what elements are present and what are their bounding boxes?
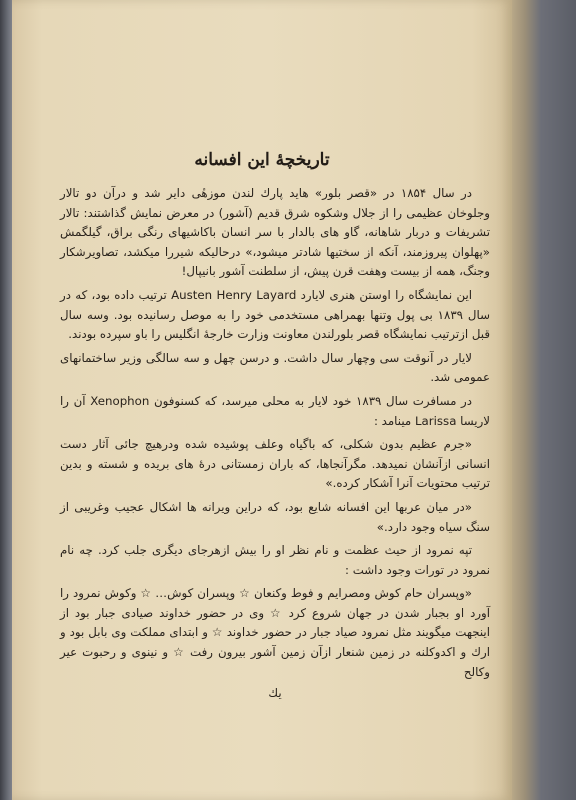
paragraph-8: «وپسران حام کوش ومصرایم و فوط وکنعان ☆ وپسران کوش… ☆ وکوش نمرود را آورد او بجبار شدن در جهان شروع کرد ☆ وی در حضور خداوند صیادی جبار بود از اینجهت میگویند مثل نمرود صیاد جبار در حضور خداوند ☆ و ابتدای مملکت وی بابل بود و ارك و اكدوكلنه در زمین شنعار ازآن زمین آشور بیرون رفت ☆ و نینوی و رحبوت عیر وکالح bbox=[60, 586, 490, 679]
chapter-title: تاریخچهٔ این افسانه bbox=[194, 150, 330, 170]
page-edge bbox=[512, 0, 576, 800]
paragraph-7: تپه نمرود از حیث عظمت و نام نظر او را بیش ازهرجای دیگری جلب کرد. چه نام نمرود در تورات وجود داشت : bbox=[60, 543, 490, 577]
paragraph-4: در مسافرت سال ۱۸۳۹ خود لایار به محلی میرسد، که کسنوفون Xenophon آن را لاریسا Larissa مینامد : bbox=[60, 393, 490, 428]
paragraph-1: در سال ۱۸۵۴ در «قصر بلور» هاید پارك لندن موزهٔی دایر شد و درآن دو تالار وجلوخان عظیمی را از جلال وشکوه شرق قدیم (آشور) در معرض نمایش گذاشتند: تالار تشریفات و دربار شاهانه، گاو های بالدار با سر انسان باکاشیهای رنگی براق، گیلگمش «پهلوان پیروزمند، آنکه از سختیها شادتر میشود،» درحالیکه شیررا میکشد، تصاویرشکار وجنگ، همه از بیست وهفت قرن پیش، از سلطنت آشور بانیپال! bbox=[60, 186, 490, 279]
page-body bbox=[60, 184, 490, 704]
book-page bbox=[12, 0, 512, 800]
paragraph-3: لایار در آنوقت سی وچهار سال داشت. و درسن چهل و سه سالگی وزیر ساختمانهای عمومی شد. bbox=[60, 350, 490, 385]
paragraph-6: «در میان عربها این افسانه شایع بود، که دراین ویرانه ها اشکال عجیب وغریبی از سنگ سیاه وجود دارد.» bbox=[60, 499, 490, 534]
paragraph-5: «جرم عظیم بدون شکلی، که باگیاه وعلف پوشیده شده ودرهیچ جائی آثار دست انسانی ازآنشان نمیدهد. مگرآنجاها، که باران زمستانی درهٔ های بریده و شسته و بدین ترتیب محتویات آنرا آشکار کرده.» bbox=[60, 437, 490, 491]
paragraph-continuation: یك bbox=[268, 686, 282, 701]
paragraph-2: این نمایشگاه را اوستن هنری لایارد Austen Henry Layard ترتیب داده بود، که در سال ۱۸۳۹ بی پول وتنها بهمراهی مستخدمی خود را به موصل رسانیده بود. وسه سال قبل ازترتیب نمایشگاه قصر بلورلندن معاونت وزارت خارجهٔ انگلیس را باو سپرده بودند. bbox=[60, 287, 490, 342]
